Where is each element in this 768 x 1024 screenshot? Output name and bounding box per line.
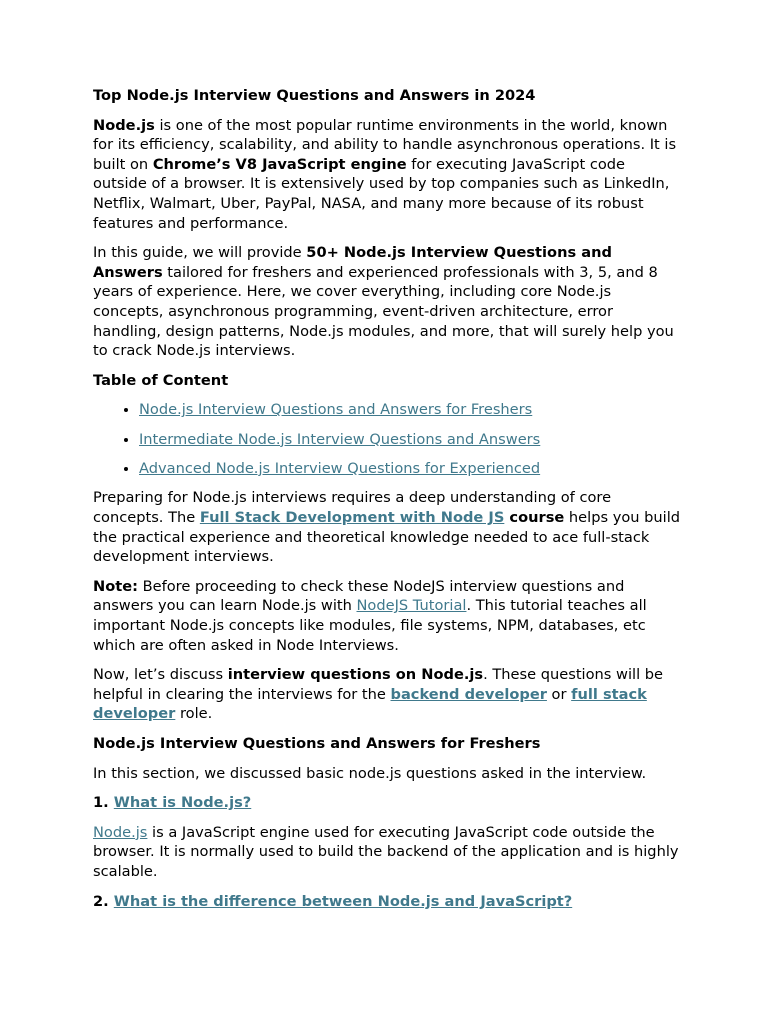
toc-link-freshers[interactable]: Node.js Interview Questions and Answers for Freshers: [139, 401, 533, 419]
discuss-text-2: . These questions will be helpful in clearing the interviews for the: [93, 666, 664, 703]
freshers-intro: In this section, we discussed basic node.js questions asked in the interview.: [93, 764, 647, 782]
intro-bold-nodejs: Node.js: [93, 116, 155, 134]
full-stack-course-link[interactable]: Full Stack Development with Node JS: [199, 509, 505, 527]
question-1-heading: [93, 793, 683, 813]
preparing-paragraph: [93, 488, 683, 566]
page-title: Top Node.js Interview Questions and Answers in 2024: [93, 87, 536, 104]
toc-heading: Table of Content: [93, 371, 229, 389]
note-text-2: . This tutorial teaches all important Node.js concepts like modules, file systems, NPM, databases, etc which are often asked in Node Interviews.: [93, 597, 647, 654]
nodejs-tutorial-link[interactable]: NodeJS Tutorial: [356, 597, 467, 615]
toc-item: [139, 459, 683, 479]
question-2-heading: [93, 892, 683, 912]
preparing-text-2: helps you build the practical experience and theoretical knowledge needed to ace full-stack development interviews.: [93, 509, 681, 566]
question-2-link[interactable]: What is the difference between Node.js and JavaScript?: [113, 892, 573, 910]
question-number: 1.: [93, 794, 109, 812]
preparing-bold-course: course: [504, 509, 565, 527]
full-stack-developer-link[interactable]: full stack developer: [93, 685, 647, 723]
preparing-text-1: Preparing for Node.js interviews requires a deep understanding of core concepts. The: [93, 489, 612, 527]
toc-link-intermediate[interactable]: Intermediate Node.js Interview Questions and Answers: [139, 430, 541, 448]
toc-link-advanced[interactable]: Advanced Node.js Interview Questions for Experienced: [139, 459, 541, 477]
guide-text-1: In this guide, we will provide: [93, 244, 307, 262]
note-paragraph: [93, 577, 683, 655]
freshers-heading: Node.js Interview Questions and Answers for Freshers: [93, 735, 541, 752]
note-label: Note:: [93, 577, 138, 595]
discuss-text-1: Now, let’s discuss: [93, 666, 228, 684]
question-1-link[interactable]: What is Node.js?: [113, 794, 252, 812]
guide-text-2: tailored for freshers and experienced professionals with 3, 5, and 8 years of experience. Here, we cover everything, including core Node.js concepts, asynchronous programming, event-driven architecture, error handling, design patterns, Node.js modules, and more, that will surely help you to crack Node.js interviews.: [93, 263, 674, 360]
document-page: [93, 86, 683, 921]
guide-bold: 50+ Node.js Interview Questions and Answers: [93, 244, 612, 281]
answer-text: is a JavaScript engine used for executing JavaScript code outside the browser. It is normally used to build the backend of the application and is highly scalable.: [93, 823, 679, 880]
intro-bold-v8: Chrome’s V8 JavaScript engine: [152, 155, 407, 173]
toc-item: [139, 430, 683, 450]
toc-list: [93, 400, 683, 478]
answer-nodejs-link[interactable]: Node.js: [93, 823, 148, 841]
note-text-1: Before proceeding to check these NodeJS interview questions and answers you can learn Node.js with: [93, 577, 625, 615]
discuss-text-3: or: [546, 685, 572, 703]
discuss-paragraph: [93, 665, 683, 724]
toc-item: [139, 400, 683, 420]
discuss-bold: interview questions on Node.js: [227, 666, 484, 684]
backend-developer-link[interactable]: backend developer: [390, 685, 547, 703]
question-1-answer: [93, 823, 683, 882]
question-number: 2.: [93, 892, 109, 910]
discuss-text-4: role.: [175, 705, 213, 723]
intro-text-2: for executing JavaScript code outside of a browser. It is extensively used by top companies such as LinkedIn, Netflix, Walmart, Uber, PayPal, NASA, and many more because of its robust features and performance.: [93, 155, 670, 232]
intro-text-1: is one of the most popular runtime environments in the world, known for its efficiency, scalability, and ability to handle asynchronous operations. It is built on: [93, 116, 677, 173]
intro-paragraph: [93, 116, 683, 234]
guide-paragraph: [93, 243, 683, 361]
